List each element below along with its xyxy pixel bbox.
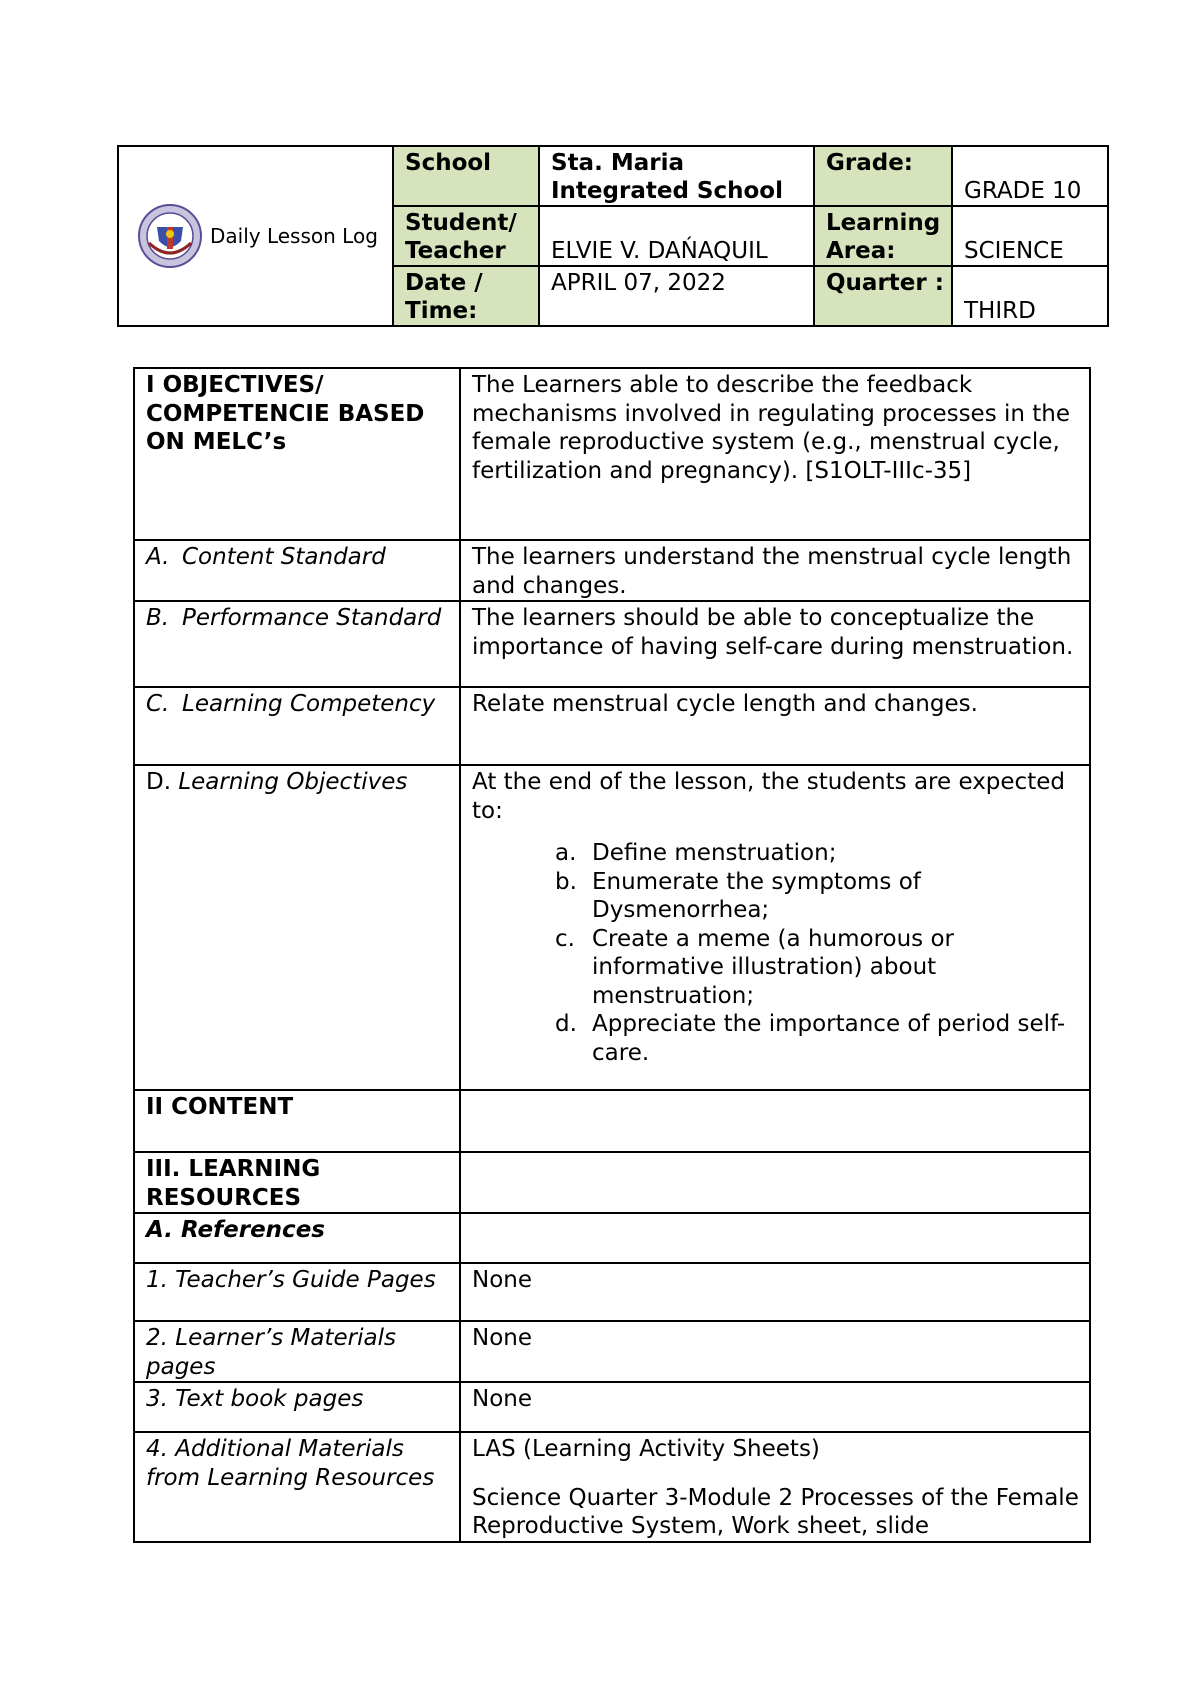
learning-area-value: SCIENCE: [952, 206, 1108, 266]
table-row: [134, 601, 1090, 687]
content-text: [460, 1090, 1090, 1152]
teacher-value: ELVIE V. DAŃAQUIL: [539, 206, 814, 266]
table-row: [134, 1213, 1090, 1263]
additional-line-2: Science Quarter 3-Module 2 Processes of the Female Reproductive System, Work sheet, slide: [472, 1484, 1079, 1539]
table-row: [134, 368, 1090, 540]
teacher-label: Student/ Teacher: [393, 206, 539, 266]
performance-standard-label: B. Performance Standard: [134, 601, 460, 687]
textbook-value: None: [460, 1382, 1090, 1432]
learning-competency-text: Relate menstrual cycle length and changes.: [460, 687, 1090, 765]
daily-lesson-log-label: Daily Lesson Log: [210, 224, 378, 248]
additional-materials-label: 4. Additional Materials from Learning Resources: [134, 1432, 460, 1542]
learning-objectives-label: D. Learning Objectives: [134, 765, 460, 1090]
teachers-guide-value: None: [460, 1263, 1090, 1321]
learning-area-label: Learning Area:: [814, 206, 952, 266]
school-label: School: [393, 146, 539, 206]
objectives-list: [472, 839, 1079, 1067]
learning-resources-text: [460, 1152, 1090, 1213]
learning-objectives-cell: [460, 765, 1090, 1090]
quarter-label: Quarter :: [814, 266, 952, 326]
date-label: Date / Time:: [393, 266, 539, 326]
list-item: c. Create a meme (a humorous or informative illustration) about menstruation;: [555, 925, 954, 1009]
objectives-heading: I OBJECTIVES/ COMPETENCIE BASED ON MELC’s: [134, 368, 460, 540]
table-row: [134, 1152, 1090, 1213]
learning-objectives-intro: At the end of the lesson, the students are expected to:: [472, 769, 1065, 824]
list-item: d. Appreciate the importance of period self-care.: [555, 1011, 1066, 1066]
content-standard-label: A. Content Standard: [134, 540, 460, 601]
content-heading: II CONTENT: [134, 1090, 460, 1152]
table-row: [134, 765, 1090, 1090]
table-row: [134, 687, 1090, 765]
learning-resources-heading: III. LEARNING RESOURCES: [134, 1152, 460, 1213]
learning-competency-label: C. Learning Competency: [134, 687, 460, 765]
table-row: [134, 540, 1090, 601]
references-heading: A. References: [134, 1213, 460, 1263]
deped-seal-icon: [137, 203, 203, 269]
learners-materials-label: 2. Learner’s Materials pages: [134, 1321, 460, 1382]
table-row: [134, 1382, 1090, 1432]
additional-line-1: LAS (Learning Activity Sheets): [472, 1436, 820, 1462]
list-item: b. Enumerate the symptoms of Dysmenorrhea;: [555, 868, 921, 923]
references-text: [460, 1213, 1090, 1263]
teachers-guide-label: 1. Teacher’s Guide Pages: [134, 1263, 460, 1321]
table-row: [134, 1090, 1090, 1152]
learners-materials-value: None: [460, 1321, 1090, 1382]
textbook-label: 3. Text book pages: [134, 1382, 460, 1432]
list-item: a. Define menstruation;: [555, 840, 837, 866]
grade-label: Grade:: [814, 146, 952, 206]
logo-cell: [118, 146, 393, 326]
date-value: APRIL 07, 2022: [539, 266, 814, 326]
school-value: Sta. Maria Integrated School: [539, 146, 814, 206]
table-row: [134, 1263, 1090, 1321]
performance-standard-text: The learners should be able to conceptualize the importance of having self-care during menstruation.: [460, 601, 1090, 687]
content-standard-text: The learners understand the menstrual cycle length and changes.: [460, 540, 1090, 601]
additional-materials-cell: [460, 1432, 1090, 1542]
lesson-plan-table: [133, 367, 1091, 1543]
grade-value: GRADE 10: [952, 146, 1108, 206]
header-table: [117, 145, 1109, 327]
objectives-text: The Learners able to describe the feedback mechanisms involved in regulating processes in the female reproductive system (e.g., menstrual cycle, fertilization and pregnancy). [S1OLT-IIIc-35]: [460, 368, 1090, 540]
table-row: [134, 1432, 1090, 1542]
quarter-value: THIRD: [952, 266, 1108, 326]
table-row: [134, 1321, 1090, 1382]
